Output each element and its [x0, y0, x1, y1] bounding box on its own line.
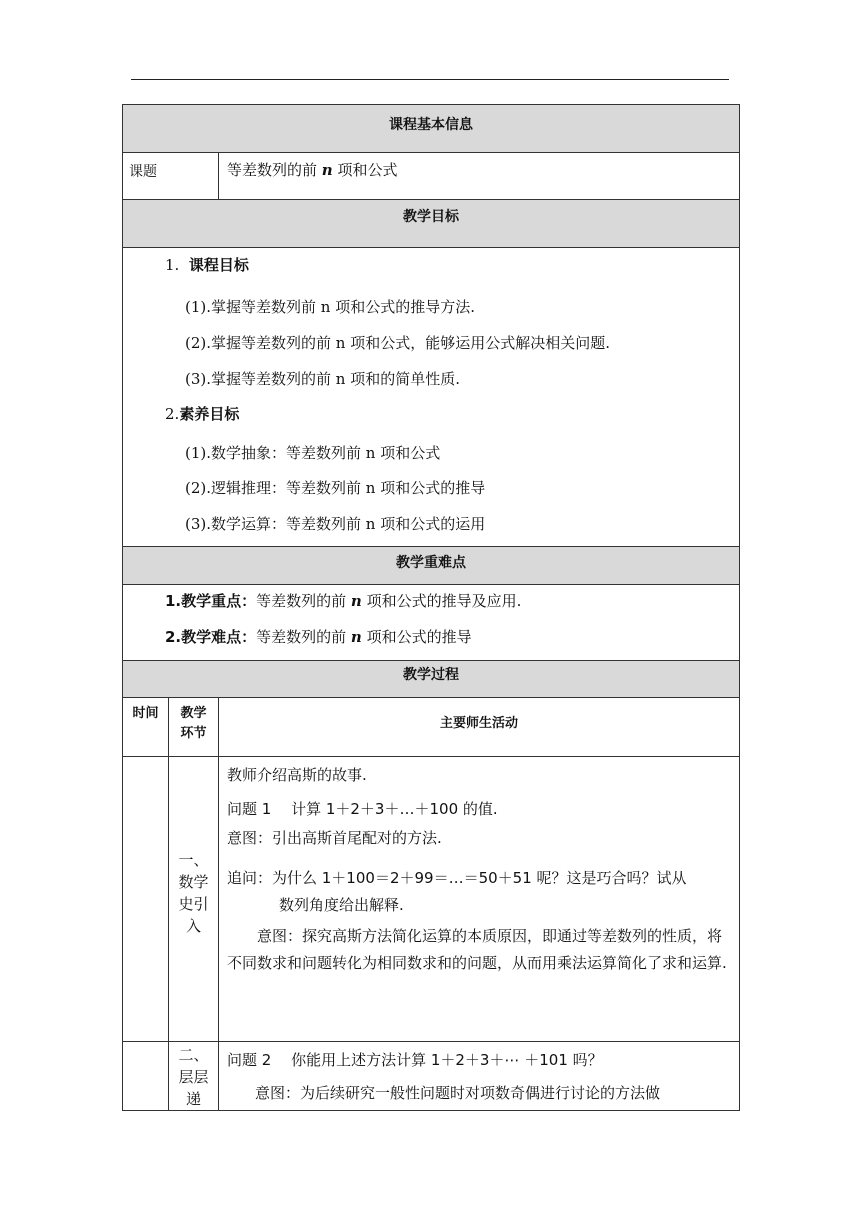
question-1: 问题 1 计算 1＋2＋3＋…＋100 的值.: [227, 800, 498, 818]
followup-question-cont: 数列角度给出解释.: [279, 896, 404, 914]
key-points-header-row: [123, 547, 740, 585]
course-info-header-row: [123, 105, 740, 153]
process-row: [123, 757, 740, 1042]
process-header-row: [123, 661, 740, 698]
course-info-heading: 课程基本信息: [123, 105, 740, 153]
objectives-content-row: [123, 248, 740, 547]
key-points-content: [123, 585, 740, 661]
question-2-intent: 意图：为后续研究一般性问题时对项数奇偶进行讨论的方法做: [255, 1084, 661, 1102]
question-2: 问题 2 你能用上述方法计算 1＋2＋3＋⋯ ＋101 吗？: [227, 1051, 603, 1069]
course-goal-item: (2).掌握等差数列的前 n 项和公式，能够运用公式解决相关问题.: [185, 334, 610, 352]
col-header-stage: 教学环节: [169, 698, 219, 757]
process-heading: 教学过程: [123, 661, 740, 698]
literacy-goal-title: 2.素养目标: [165, 405, 240, 423]
literacy-goal-item: (2).逻辑推理：等差数列前 n 项和公式的推导: [185, 479, 486, 497]
objectives-content: [123, 248, 740, 547]
difficult-point: 2.教学难点：等差数列的前 n 项和公式的推导: [165, 628, 472, 646]
topic-row: [123, 153, 740, 200]
stage-cell: 一、数学史引入: [169, 757, 219, 1042]
activity-text: 教师介绍高斯的故事.: [227, 766, 367, 784]
course-goal-item: (3).掌握等差数列的前 n 项和的简单性质.: [185, 370, 460, 388]
followup-intent: 意图：探究高斯方法简化运算的本质原因，即通过等差数列的性质，将不同数求和问题转化为相同数求和的问题，从而用乘法运算简化了求和运算.: [227, 927, 727, 972]
followup-question: 追问：为什么 1＋100＝2＋99＝…＝50＋51 呢？这是巧合吗？试从: [227, 869, 687, 887]
literacy-goal-item: (3).数学运算：等差数列前 n 项和公式的运用: [185, 515, 486, 533]
key-point: 1.教学重点：等差数列的前 n 项和公式的推导及应用.: [165, 592, 522, 610]
activity-cell: [219, 757, 740, 1042]
course-goal-item: (1).掌握等差数列前 n 项和公式的推导方法.: [185, 298, 475, 316]
lesson-plan-table: [122, 104, 740, 1111]
col-header-time: 时间: [123, 698, 169, 757]
time-cell: [123, 757, 169, 1042]
literacy-goal-item: (1).数学抽象：等差数列前 n 项和公式: [185, 444, 441, 462]
topic-value: 等差数列的前 n 项和公式: [219, 153, 740, 200]
topic-label: 课题: [123, 153, 219, 200]
key-points-heading: 教学重难点: [123, 547, 740, 585]
key-points-content-row: [123, 585, 740, 661]
process-row: [123, 1042, 740, 1111]
col-header-activity: 主要师生活动: [219, 698, 740, 757]
activity-cell: [219, 1042, 740, 1111]
time-cell: [123, 1042, 169, 1111]
objectives-heading: 教学目标: [123, 200, 740, 248]
question-1-intent: 意图：引出高斯首尾配对的方法.: [227, 829, 442, 847]
stage-cell: 二、层层递: [169, 1042, 219, 1111]
header-rule: [131, 79, 729, 80]
course-goal-title: 1. 课程目标: [165, 256, 249, 274]
process-column-header-row: [123, 698, 740, 757]
objectives-header-row: [123, 200, 740, 248]
